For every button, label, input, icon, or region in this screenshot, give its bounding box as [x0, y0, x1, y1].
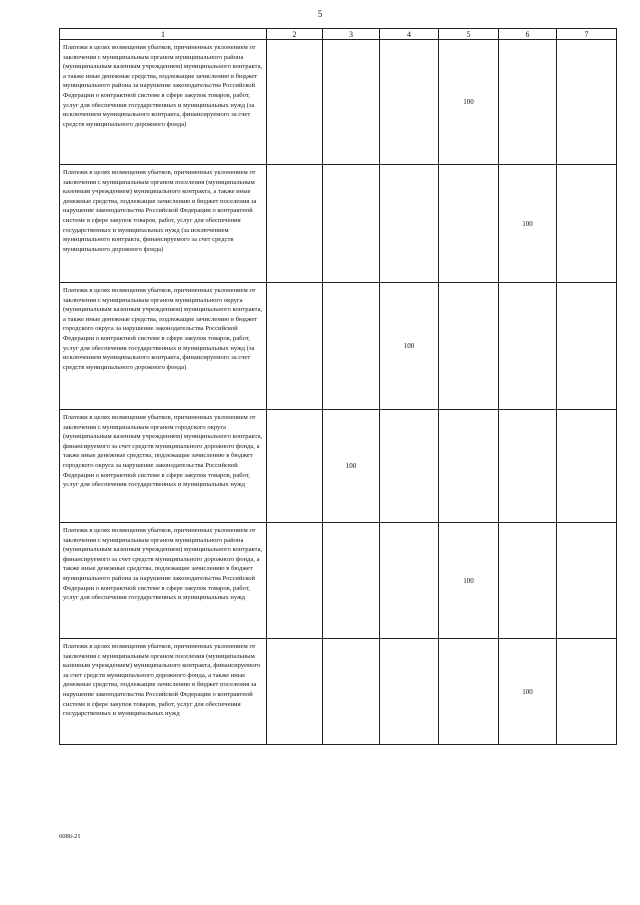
value-cell	[499, 410, 557, 523]
document-code: 6086-21	[59, 833, 81, 840]
value-cell	[267, 40, 323, 165]
value-cell	[267, 639, 323, 745]
value-cell	[323, 283, 380, 410]
value-cell: 100	[439, 523, 499, 639]
value-cell	[267, 283, 323, 410]
page-number: 5	[317, 9, 323, 19]
row-description: Платежи в целях возмещения убытков, причиненных уклонением от заключения с муниципальным органом муниципального округа (муниципальным казенным учреждением) муниципального контракта, а также иные денежные средства, подлежащие зачислению в бюджет городского округа за нарушение законодательства Российской Федерации о контрактной системе в сфере закупок товаров, работ, услуг для обеспечения государственных и муниципальных нужд (за исключением муниципального контракта, финансируемого за счет средств муниципального дорожного фонда)	[60, 283, 267, 410]
value-cell	[557, 523, 617, 639]
value-cell	[267, 523, 323, 639]
value-cell	[380, 410, 439, 523]
value-cell	[323, 523, 380, 639]
value-cell: 100	[439, 40, 499, 165]
column-header: 3	[323, 29, 380, 40]
value-cell	[380, 40, 439, 165]
row-description: Платежи в целях возмещения убытков, причиненных уклонением от заключения с муниципальным органом поселения (муниципальным казенным учреждением) муниципального контракта, финансируемого за счет средств муниципального дорожного фонда, а также иные денежные средства, подлежащие зачислению в бюджет поселения за нарушение законодательства Российской Федерации о контрактной системе в сфере закупок товаров, работ, услуг для обеспечения государственных и муниципальных нужд	[60, 639, 267, 745]
value-cell	[557, 639, 617, 745]
value-cell: 100	[380, 283, 439, 410]
budget-allocation-table	[59, 28, 617, 745]
value-cell	[439, 639, 499, 745]
value-cell	[439, 165, 499, 283]
table-row	[60, 283, 617, 410]
table-row	[60, 165, 617, 283]
table-row	[60, 40, 617, 165]
value-cell	[557, 165, 617, 283]
table-row	[60, 639, 617, 745]
value-cell	[499, 283, 557, 410]
value-cell	[557, 410, 617, 523]
value-cell	[557, 40, 617, 165]
value-cell: 100	[323, 410, 380, 523]
row-description: Платежи в целях возмещения убытков, причиненных уклонением от заключения с муниципальным органом поселения (муниципальным казенным учреждением) муниципального контракта, а также иные денежные средства, подлежащие зачислению в бюджет поселения за нарушение законодательства Российской Федерации о контрактной системе в сфере закупок товаров, работ, услуг для обеспечения государственных и муниципальных нужд (за исключением муниципального контракта, финансируемого за счет средств муниципального дорожного фонда)	[60, 165, 267, 283]
column-header: 1	[60, 29, 267, 40]
value-cell	[380, 165, 439, 283]
column-number-header-row	[60, 29, 617, 40]
value-cell	[439, 410, 499, 523]
value-cell	[380, 639, 439, 745]
value-cell: 100	[499, 165, 557, 283]
table-row	[60, 523, 617, 639]
row-description: Платежи в целях возмещения убытков, причиненных уклонением от заключения с муниципальным органом муниципального района (муниципальным казенным учреждением) муниципального контракта, финансируемого за счет средств муниципального дорожного фонда, а также иные денежные средства, подлежащие зачислению в бюджет муниципального района за нарушение законодательства Российской Федерации о контрактной системе в сфере закупок товаров, работ, услуг для обеспечения государственных и муниципальных нужд	[60, 523, 267, 639]
column-header: 7	[557, 29, 617, 40]
column-header: 6	[499, 29, 557, 40]
value-cell	[499, 523, 557, 639]
column-header: 2	[267, 29, 323, 40]
value-cell	[323, 40, 380, 165]
value-cell: 100	[499, 639, 557, 745]
value-cell	[499, 40, 557, 165]
value-cell	[323, 165, 380, 283]
value-cell	[323, 639, 380, 745]
row-description: Платежи в целях возмещения убытков, причиненных уклонением от заключения с муниципальным органом муниципального района (муниципальным казенным учреждением) муниципального контракта, а также иные денежные средства, подлежащие зачислению в бюджет муниципального района за нарушение законодательства Российской Федерации о контрактной системе в сфере закупок товаров, работ, услуг для обеспечения государственных и муниципальных нужд (за исключением муниципального контракта, финансируемого за счет средств муниципального дорожного фонда)	[60, 40, 267, 165]
value-cell	[557, 283, 617, 410]
column-header: 5	[439, 29, 499, 40]
value-cell	[267, 410, 323, 523]
value-cell	[380, 523, 439, 639]
value-cell	[267, 165, 323, 283]
row-description: Платежи в целях возмещения убытков, причиненных уклонением от заключения с муниципальным органом городского округа (муниципальным казенным учреждением) муниципального контракта, финансируемого за счет средств муниципального дорожного фонда, а также иные денежные средства, подлежащие зачислению в бюджет городского округа за нарушение законодательства Российской Федерации о контрактной системе в сфере закупок товаров, работ, услуг для обеспечения государственных и муниципальных нужд	[60, 410, 267, 523]
table-row	[60, 410, 617, 523]
value-cell	[439, 283, 499, 410]
column-header: 4	[380, 29, 439, 40]
